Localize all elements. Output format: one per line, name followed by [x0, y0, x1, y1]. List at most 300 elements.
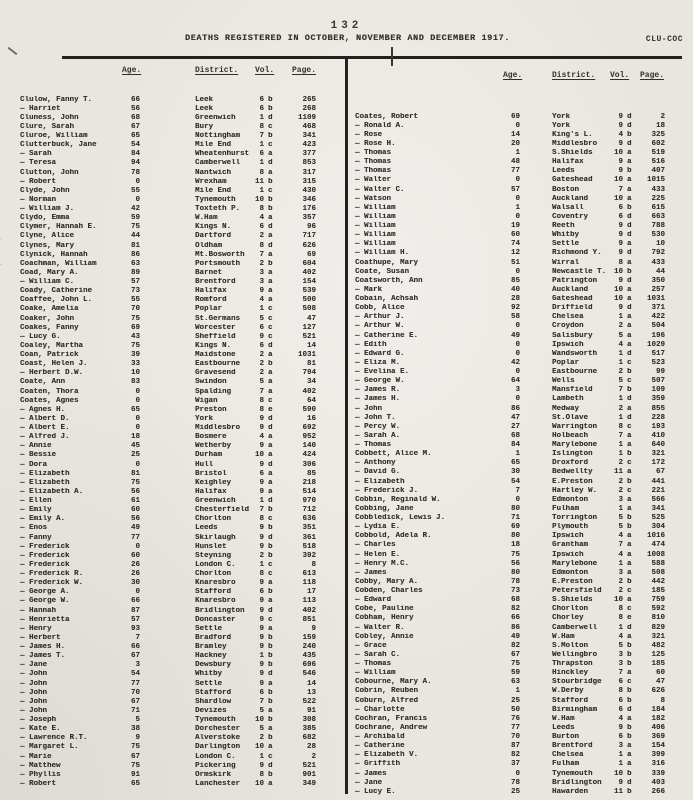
entry-age: 49 — [510, 331, 520, 340]
entry-age: 40 — [510, 285, 520, 294]
entry-district: Holbeach — [552, 431, 589, 440]
entry-vol-number: 5 — [618, 514, 623, 523]
entry-page: 64 — [306, 396, 316, 405]
entry-age: 94 — [130, 159, 140, 168]
entry-vol-letter: a — [268, 706, 273, 715]
entry-age: 67 — [130, 122, 140, 131]
entry-age: 80 — [510, 568, 520, 577]
entry-vol-letter: a — [268, 268, 273, 277]
table-row — [355, 514, 681, 523]
entry-district: Dewsbury — [195, 661, 232, 670]
table-row — [20, 652, 342, 661]
entry-age: 45 — [130, 442, 140, 451]
entry-district: Romford — [195, 296, 227, 305]
entry-district: Coventry — [552, 212, 589, 221]
entry-age: 49 — [510, 632, 520, 641]
entry-vol-letter: b — [268, 716, 273, 725]
entry-page: 109 — [651, 386, 665, 395]
entry-age: 84 — [130, 150, 140, 159]
entry-age: 7 — [135, 633, 140, 642]
entry-district: Settle — [195, 624, 223, 633]
entry-district: Torrington — [552, 514, 598, 523]
entry-age: 81 — [130, 241, 140, 250]
entry-vol-letter: a — [627, 541, 632, 550]
entry-vol-number: 1 — [618, 441, 623, 450]
entry-age: 0 — [515, 368, 520, 377]
entry-vol-letter: b — [268, 551, 273, 560]
entry-district: Pickering — [195, 761, 236, 770]
entry-district: York — [552, 121, 571, 130]
entry-age: 1 — [515, 203, 520, 212]
entry-district: S.Shields — [552, 596, 593, 605]
entry-name: — Alfred J. — [20, 433, 70, 442]
entry-page: 316 — [651, 760, 665, 769]
right-column-headers — [355, 71, 681, 81]
entry-vol-number: 7 — [259, 697, 264, 706]
entry-name: — Marie — [20, 752, 52, 761]
entry-age: 0 — [135, 396, 140, 405]
table-row — [20, 305, 342, 314]
table-row — [355, 431, 681, 440]
entry-vol-number: 9 — [259, 679, 264, 688]
entry-page: 970 — [302, 497, 316, 506]
scan-artifact — [0, 420, 9, 443]
entry-vol-letter: b — [627, 203, 632, 212]
entry-vol-letter: a — [627, 431, 632, 440]
entry-vol-number: 9 — [259, 460, 264, 469]
entry-page: 423 — [302, 141, 316, 150]
table-row — [20, 369, 342, 378]
entry-page: 433 — [651, 185, 665, 194]
entry-name: Coaten, Thora — [20, 387, 79, 396]
entry-age: 70 — [130, 688, 140, 697]
entry-district: Marylebone — [552, 559, 598, 568]
entry-vol-number: 3 — [259, 278, 264, 287]
entry-vol-number: 9 — [618, 139, 623, 148]
entry-vol-letter: d — [627, 139, 632, 148]
entry-page: 47 — [306, 314, 316, 323]
table-row — [355, 787, 681, 796]
entry-name: — Sarah — [20, 150, 52, 159]
entry-vol-letter: a — [627, 532, 632, 541]
entry-vol-letter: a — [627, 313, 632, 322]
entry-age: 65 — [130, 779, 140, 788]
entry-age: 0 — [515, 395, 520, 404]
entry-name: — Evelina E. — [355, 368, 410, 377]
entry-vol-letter: d — [268, 533, 273, 542]
entry-vol-number: 9 — [618, 112, 623, 121]
entry-vol-number: 1 — [259, 752, 264, 761]
entry-page: 640 — [651, 441, 665, 450]
entry-page: 901 — [302, 770, 316, 779]
entry-page: 517 — [651, 349, 665, 358]
entry-district: Lanchester — [195, 779, 241, 788]
entry-vol-letter: b — [268, 643, 273, 652]
entry-page: 402 — [302, 606, 316, 615]
entry-vol-number: 6 — [259, 104, 264, 113]
entry-vol-letter: a — [627, 550, 632, 559]
entry-vol-number: 6 — [259, 323, 264, 332]
entry-district: Alverstoke — [195, 734, 241, 743]
entry-page: 225 — [651, 194, 665, 203]
entry-name: Cobley, Annie — [355, 632, 414, 641]
table-row — [20, 478, 342, 487]
entry-page: 176 — [302, 205, 316, 214]
entry-page: 794 — [302, 369, 316, 378]
table-row — [355, 650, 681, 659]
table-row — [20, 542, 342, 551]
entry-vol-letter: b — [268, 360, 273, 369]
page-number: 132 — [330, 20, 363, 32]
entry-vol-letter: a — [627, 632, 632, 641]
entry-vol-number: 8 — [259, 570, 264, 579]
entry-age: 75 — [130, 341, 140, 350]
entry-vol-number: 10 — [613, 285, 623, 294]
entry-age: 77 — [130, 679, 140, 688]
entry-page: 399 — [651, 751, 665, 760]
entry-name: — William — [355, 222, 396, 231]
entry-vol-number: 8 — [259, 396, 264, 405]
entry-name: — William — [355, 231, 396, 240]
entry-vol-number: 8 — [618, 614, 623, 623]
entry-page: 9 — [311, 624, 316, 633]
entry-age: 70 — [510, 733, 520, 742]
entry-vol-number: 11 — [613, 468, 623, 477]
entry-district: Nantwich — [195, 168, 232, 177]
table-row — [355, 285, 681, 294]
entry-name: Clulow, Fanny T. — [20, 95, 93, 104]
entry-page: 154 — [302, 278, 316, 287]
entry-vol-letter: b — [268, 652, 273, 661]
entry-page: 853 — [302, 159, 316, 168]
entry-district: Bridlington — [195, 606, 245, 615]
entry-page: 369 — [651, 733, 665, 742]
entry-district: Knaresbro — [195, 597, 236, 606]
entry-name: — William C. — [20, 278, 75, 287]
entry-name: — Teresa — [20, 159, 57, 168]
entry-page: 604 — [302, 259, 316, 268]
entry-age: 0 — [515, 340, 520, 349]
entry-vol-letter: c — [268, 314, 273, 323]
entry-name: Cobbing, Jane — [355, 504, 414, 513]
entry-vol-letter: a — [268, 214, 273, 223]
entry-vol-number: 9 — [259, 487, 264, 496]
entry-page: 17 — [306, 588, 316, 597]
entry-district: Ipswich — [552, 532, 584, 541]
table-row — [20, 314, 342, 323]
entry-vol-number: 7 — [618, 431, 623, 440]
entry-page: 588 — [651, 559, 665, 568]
entry-district: Stafford — [552, 696, 589, 705]
table-row — [20, 241, 342, 250]
entry-name: Clyde, John — [20, 186, 70, 195]
entry-vol-letter: c — [268, 332, 273, 341]
entry-vol-letter: a — [268, 387, 273, 396]
entry-name: — Henrietta — [20, 615, 70, 624]
entry-district: Halifax — [195, 487, 227, 496]
entry-vol-number: 9 — [259, 670, 264, 679]
entry-district: Hartley W. — [552, 486, 598, 495]
entry-vol-letter: c — [627, 605, 632, 614]
entry-page: 1015 — [646, 176, 665, 185]
entry-vol-letter: d — [627, 304, 632, 313]
entry-district: Bury — [195, 122, 214, 131]
entry-age: 82 — [510, 751, 520, 760]
entry-page: 341 — [302, 132, 316, 141]
entry-page: 406 — [651, 723, 665, 732]
entry-vol-number: 5 — [618, 331, 623, 340]
table-row — [355, 778, 681, 787]
table-row — [355, 304, 681, 313]
entry-name: — David G. — [355, 468, 401, 477]
entry-age: 84 — [510, 441, 520, 450]
entry-name: — James T. — [20, 652, 66, 661]
entry-vol-number: 4 — [618, 714, 623, 723]
entry-page: 8 — [311, 560, 316, 569]
entry-age: 75 — [510, 660, 520, 669]
table-row — [355, 441, 681, 450]
entry-district: York — [195, 414, 214, 423]
entry-vol-letter: c — [268, 560, 273, 569]
entry-name: — Agnes H. — [20, 405, 66, 414]
entry-vol-number: 1 — [618, 751, 623, 760]
table-row — [355, 267, 681, 276]
entry-name: Clutton, John — [20, 168, 79, 177]
entry-name: Cobe, Pauline — [355, 605, 414, 614]
entry-age: 86 — [130, 250, 140, 259]
entry-district: Toxteth P. — [195, 205, 241, 214]
table-row — [355, 760, 681, 769]
entry-district: Marylebone — [552, 441, 598, 450]
entry-name: — Edward G. — [355, 349, 405, 358]
entry-page: 759 — [651, 596, 665, 605]
entry-vol-number: 9 — [618, 240, 623, 249]
entry-vol-number: 7 — [259, 506, 264, 515]
entry-vol-letter: c — [627, 377, 632, 386]
entry-vol-number: 1 — [259, 186, 264, 195]
table-row — [20, 405, 342, 414]
entry-vol-number: 9 — [259, 478, 264, 487]
entry-age: 18 — [130, 433, 140, 442]
entry-vol-letter: a — [268, 351, 273, 360]
entry-district: London C. — [195, 560, 236, 569]
entry-age: 0 — [515, 495, 520, 504]
entry-name: — William — [355, 240, 396, 249]
entry-district: Greenwich — [195, 113, 236, 122]
entry-vol-letter: b — [268, 95, 273, 104]
left-column-headers — [20, 66, 342, 76]
entry-vol-letter: b — [627, 577, 632, 586]
entry-district: Ipswich — [552, 340, 584, 349]
table-row — [20, 396, 342, 405]
table-row — [355, 139, 681, 148]
entry-vol-letter: a — [627, 559, 632, 568]
entry-vol-number: 11 — [254, 177, 264, 186]
entry-page: 523 — [651, 358, 665, 367]
entry-name: Cobbledick, Lewis J. — [355, 514, 446, 523]
entry-page: 257 — [651, 285, 665, 294]
entry-name: — Griffith — [355, 760, 401, 769]
entry-age: 71 — [130, 706, 140, 715]
entry-page: 196 — [651, 331, 665, 340]
entry-vol-letter: c — [268, 515, 273, 524]
entry-vol-number: 9 — [259, 542, 264, 551]
entry-district: Edmonton — [552, 495, 589, 504]
table-row — [355, 313, 681, 322]
entry-vol-letter: b — [268, 205, 273, 214]
entry-name: — Matthew — [20, 761, 61, 770]
right-column-rows — [355, 112, 681, 796]
entry-age: 57 — [130, 615, 140, 624]
entry-vol-number: 1 — [618, 413, 623, 422]
entry-age: 25 — [510, 696, 520, 705]
entry-vol-letter: a — [627, 331, 632, 340]
table-row — [20, 177, 342, 186]
entry-district: W.Ham — [552, 714, 575, 723]
entry-age: 1 — [515, 687, 520, 696]
entry-name: Cobb, Alice — [355, 304, 405, 313]
entry-district: Portsmouth — [195, 259, 241, 268]
entry-district: Boston — [552, 185, 580, 194]
entry-district: Brentford — [195, 278, 236, 287]
entry-vol-letter: b — [268, 697, 273, 706]
entry-age: 56 — [510, 559, 520, 568]
entry-age: 78 — [130, 168, 140, 177]
entry-vol-number: 11 — [613, 787, 623, 796]
entry-page: 518 — [302, 542, 316, 551]
table-row — [355, 258, 681, 267]
entry-district: S.Shields — [552, 149, 593, 158]
entry-vol-number: 7 — [618, 185, 623, 194]
entry-age: 66 — [130, 643, 140, 652]
entry-name: — Thomas — [355, 660, 392, 669]
entry-district: Chorlton — [552, 605, 589, 614]
entry-name: — William J. — [20, 205, 75, 214]
entry-district: Dorchester — [195, 725, 241, 734]
entry-vol-letter: a — [627, 285, 632, 294]
entry-age: 92 — [510, 304, 520, 313]
entry-name: — Frederick W. — [20, 579, 84, 588]
entry-age: 58 — [510, 313, 520, 322]
entry-age: 85 — [510, 276, 520, 285]
table-row — [20, 250, 342, 259]
entry-name: — John — [20, 688, 48, 697]
entry-age: 59 — [130, 214, 140, 223]
entry-name: — Thomas — [355, 158, 392, 167]
table-row — [20, 524, 342, 533]
table-row — [20, 341, 342, 350]
entry-district: Whitby — [552, 231, 580, 240]
entry-vol-letter: a — [627, 742, 632, 751]
entry-district: Thrapston — [552, 660, 593, 669]
entry-page: 361 — [302, 533, 316, 542]
entry-district: Islington — [552, 450, 593, 459]
entry-vol-number: 2 — [259, 734, 264, 743]
entry-name: — Archibald — [355, 733, 405, 742]
entry-vol-number: 9 — [618, 778, 623, 787]
entry-name: — Helen E. — [355, 550, 401, 559]
entry-age: 82 — [510, 641, 520, 650]
entry-name: — Harriet — [20, 104, 61, 113]
entry-vol-letter: a — [627, 149, 632, 158]
entry-page: 185 — [651, 587, 665, 596]
entry-name: Coachman, William — [20, 259, 97, 268]
entry-name: — Thomas — [355, 441, 392, 450]
entry-age: 64 — [510, 377, 520, 386]
entry-district: Chorley — [552, 614, 584, 623]
table-row — [355, 468, 681, 477]
entry-name: — Margaret L. — [20, 743, 79, 752]
entry-vol-letter: d — [627, 112, 632, 121]
column-header-district: District. — [552, 71, 596, 80]
entry-name: — Lucy G. — [20, 332, 61, 341]
table-row — [20, 424, 342, 433]
entry-vol-number: 8 — [259, 122, 264, 131]
table-row — [355, 222, 681, 231]
entry-name: — Elizabeth V. — [355, 751, 419, 760]
entry-vol-number: 6 — [618, 733, 623, 742]
table-row — [355, 368, 681, 377]
entry-district: Camberwell — [195, 159, 241, 168]
entry-name: — Charles — [355, 541, 396, 550]
entry-vol-number: 8 — [618, 687, 623, 696]
entry-district: Birmingham — [552, 705, 598, 714]
entry-vol-letter: d — [627, 705, 632, 714]
entry-page: 308 — [302, 716, 316, 725]
entry-name: — Herbert D.W. — [20, 369, 84, 378]
entry-name: Coate, Ann — [20, 378, 66, 387]
entry-age: 54 — [130, 141, 140, 150]
entry-district: Edmonton — [552, 568, 589, 577]
entry-page: 339 — [651, 769, 665, 778]
entry-vol-number: 10 — [613, 194, 623, 203]
table-row — [20, 770, 342, 779]
entry-name: — Fanny — [20, 533, 52, 542]
table-row — [20, 323, 342, 332]
entry-vol-number: 2 — [259, 351, 264, 360]
entry-name: — Phyllis — [20, 770, 61, 779]
entry-district: Mansfield — [552, 386, 593, 395]
entry-district: Chelsea — [552, 751, 584, 760]
entry-district: Grantham — [552, 541, 589, 550]
entry-vol-letter: b — [627, 477, 632, 486]
entry-age: 42 — [130, 205, 140, 214]
entry-vol-letter: b — [627, 450, 632, 459]
entry-district: Croydon — [552, 322, 584, 331]
table-row — [355, 167, 681, 176]
entry-district: Hawarden — [552, 787, 589, 796]
entry-age: 75 — [130, 761, 140, 770]
table-row — [355, 322, 681, 331]
table-row — [355, 678, 681, 687]
table-row — [20, 779, 342, 788]
entry-name: — James — [355, 769, 387, 778]
entry-vol-letter: c — [627, 486, 632, 495]
entry-district: Swindon — [195, 378, 227, 387]
entry-age: 26 — [130, 560, 140, 569]
entry-vol-letter: a — [268, 168, 273, 177]
entry-district: Droxford — [552, 459, 589, 468]
entry-page: 118 — [302, 579, 316, 588]
entry-name: Coad, Mary A. — [20, 268, 79, 277]
table-row — [355, 769, 681, 778]
entry-vol-letter: d — [268, 761, 273, 770]
entry-page: 325 — [651, 130, 665, 139]
entry-vol-number: 4 — [259, 433, 264, 442]
entry-vol-letter: b — [627, 386, 632, 395]
table-row — [20, 168, 342, 177]
entry-name: Clydo, Emma — [20, 214, 70, 223]
